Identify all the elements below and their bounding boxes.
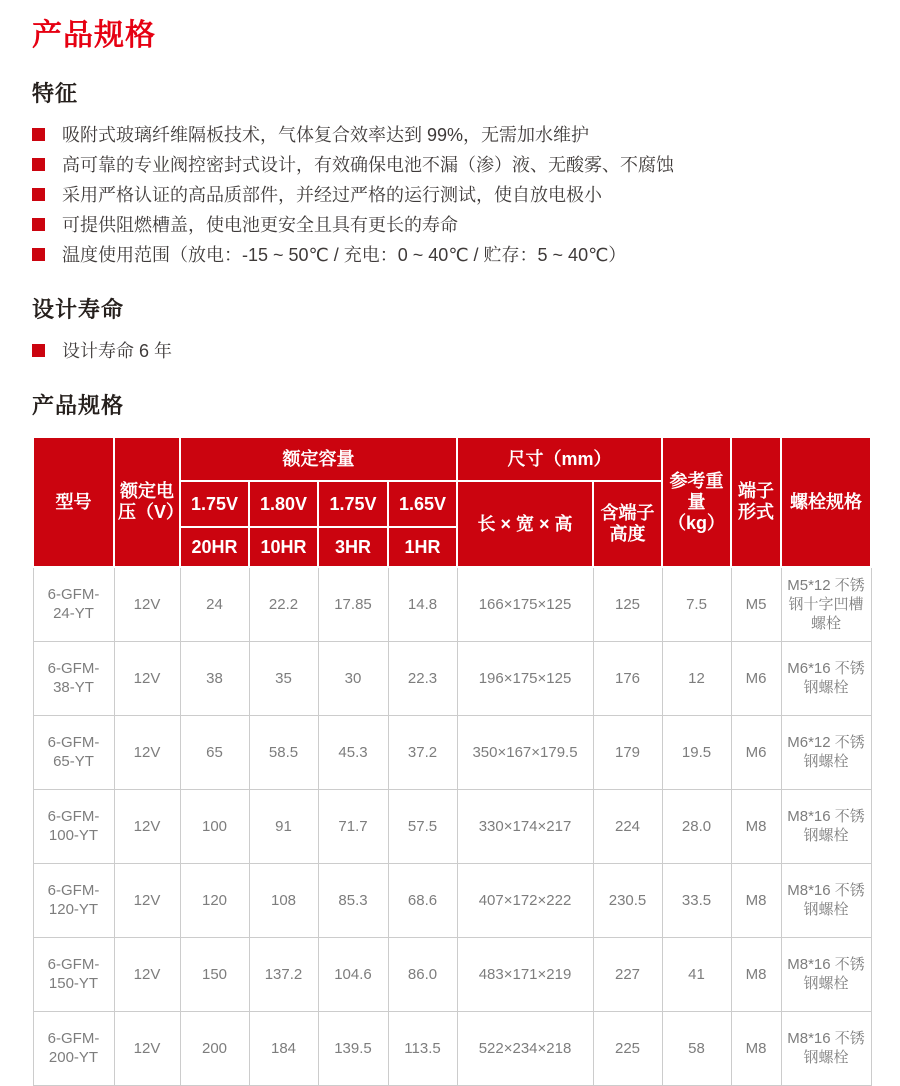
col-header-terminal: 端子形式 <box>731 437 781 567</box>
table-cell: 12V <box>114 789 180 863</box>
table-cell: 28.0 <box>662 789 731 863</box>
table-cell: 58.5 <box>249 715 318 789</box>
table-cell: M8*16 不锈钢螺栓 <box>781 863 871 937</box>
table-row <box>33 641 871 715</box>
table-cell: 120 <box>180 863 249 937</box>
table-cell: 407×172×222 <box>457 863 593 937</box>
design-life-text: 设计寿命 6 年 <box>62 341 173 361</box>
table-cell: 71.7 <box>318 789 388 863</box>
bullet-square-icon <box>32 128 45 141</box>
list-item <box>32 336 868 366</box>
table-cell: 17.85 <box>318 567 388 641</box>
section-heading-features: 特征 <box>32 81 79 106</box>
table-cell: 522×234×218 <box>457 1011 593 1085</box>
col-header-weight: 参考重量（kg） <box>662 437 731 567</box>
list-item <box>32 180 868 210</box>
table-cell: 104.6 <box>318 937 388 1011</box>
table-cell: 137.2 <box>249 937 318 1011</box>
table-cell: M6 <box>731 715 781 789</box>
table-cell: 22.3 <box>388 641 457 715</box>
bullet-square-icon <box>32 218 45 231</box>
feature-text: 高可靠的专业阀控密封式设计，有效确保电池不漏（渗）液、无酸雾、不腐蚀 <box>62 155 674 175</box>
col-header-capacity-rate: 3HR <box>318 527 388 567</box>
col-header-voltage: 额定电压（V） <box>114 437 180 567</box>
col-header-lwh: 长 × 宽 × 高 <box>457 481 593 567</box>
table-cell: 14.8 <box>388 567 457 641</box>
table-cell: 86.0 <box>388 937 457 1011</box>
table-cell: M8 <box>731 863 781 937</box>
table-cell: 330×174×217 <box>457 789 593 863</box>
table-cell: 22.2 <box>249 567 318 641</box>
table-cell: 139.5 <box>318 1011 388 1085</box>
table-cell: 6-GFM-65-YT <box>33 715 114 789</box>
table-row <box>33 789 871 863</box>
page-title: 产品规格 <box>32 19 156 52</box>
table-cell: M8*16 不锈钢螺栓 <box>781 1011 871 1085</box>
table-row <box>33 863 871 937</box>
table-cell: 57.5 <box>388 789 457 863</box>
table-cell: M8*16 不锈钢螺栓 <box>781 937 871 1011</box>
table-cell: 184 <box>249 1011 318 1085</box>
table-cell: 6-GFM-24-YT <box>33 567 114 641</box>
col-header-capacity-voltage: 1.80V <box>249 481 318 527</box>
table-cell: 224 <box>593 789 662 863</box>
table-cell: 350×167×179.5 <box>457 715 593 789</box>
table-cell: 100 <box>180 789 249 863</box>
feature-text: 温度使用范围（放电：-15 ~ 50℃ / 充电：0 ~ 40℃ / 贮存：5 ~ 40℃） <box>62 245 627 265</box>
col-header-capacity-rate: 1HR <box>388 527 457 567</box>
list-item <box>32 210 868 240</box>
col-header-capacity-voltage: 1.65V <box>388 481 457 527</box>
table-cell: 108 <box>249 863 318 937</box>
table-cell: 113.5 <box>388 1011 457 1085</box>
table-cell: 7.5 <box>662 567 731 641</box>
section-heading-design-life: 设计寿命 <box>32 297 125 322</box>
table-row <box>33 715 871 789</box>
bullet-square-icon <box>32 188 45 201</box>
table-cell: 58 <box>662 1011 731 1085</box>
bullet-square-icon <box>32 248 45 261</box>
spec-table-body <box>33 567 871 1085</box>
col-header-terminal-height: 含端子高度 <box>593 481 662 567</box>
table-cell: 35 <box>249 641 318 715</box>
table-row <box>33 1011 871 1085</box>
table-cell: M8 <box>731 1011 781 1085</box>
header-row-1 <box>33 437 871 481</box>
list-item <box>32 150 868 180</box>
table-cell: 179 <box>593 715 662 789</box>
table-cell: 6-GFM-150-YT <box>33 937 114 1011</box>
table-cell: 12 <box>662 641 731 715</box>
table-cell: 45.3 <box>318 715 388 789</box>
table-cell: 227 <box>593 937 662 1011</box>
table-cell: 38 <box>180 641 249 715</box>
table-cell: 200 <box>180 1011 249 1085</box>
table-cell: 225 <box>593 1011 662 1085</box>
table-cell: M6 <box>731 641 781 715</box>
table-cell: 24 <box>180 567 249 641</box>
col-header-capacity-rate: 20HR <box>180 527 249 567</box>
table-cell: 6-GFM-38-YT <box>33 641 114 715</box>
col-header-model: 型号 <box>33 437 114 567</box>
table-cell: 19.5 <box>662 715 731 789</box>
col-header-bolt: 螺栓规格 <box>781 437 871 567</box>
table-cell: 33.5 <box>662 863 731 937</box>
table-row <box>33 567 871 641</box>
spec-table <box>32 436 872 1086</box>
table-cell: 6-GFM-120-YT <box>33 863 114 937</box>
design-life-list <box>32 336 868 366</box>
spec-table-header <box>33 437 871 567</box>
list-item <box>32 120 868 150</box>
table-cell: M5*12 不锈钢十字凹槽螺栓 <box>781 567 871 641</box>
bullet-square-icon <box>32 158 45 171</box>
table-cell: 12V <box>114 1011 180 1085</box>
col-group-dimensions: 尺寸（mm） <box>457 437 662 481</box>
table-cell: 6-GFM-200-YT <box>33 1011 114 1085</box>
table-cell: 12V <box>114 715 180 789</box>
table-cell: M8 <box>731 937 781 1011</box>
feature-text: 采用严格认证的高品质部件，并经过严格的运行测试，使自放电极小 <box>62 185 602 205</box>
table-cell: 41 <box>662 937 731 1011</box>
section-heading-spec-table: 产品规格 <box>32 393 125 418</box>
table-cell: 166×175×125 <box>457 567 593 641</box>
col-group-capacity: 额定容量 <box>180 437 457 481</box>
table-cell: 65 <box>180 715 249 789</box>
table-cell: M5 <box>731 567 781 641</box>
table-cell: 483×171×219 <box>457 937 593 1011</box>
table-cell: 12V <box>114 863 180 937</box>
table-cell: M8*16 不锈钢螺栓 <box>781 789 871 863</box>
table-cell: 68.6 <box>388 863 457 937</box>
table-cell: 91 <box>249 789 318 863</box>
table-cell: M6*16 不锈钢螺栓 <box>781 641 871 715</box>
features-list <box>32 120 868 270</box>
table-cell: 230.5 <box>593 863 662 937</box>
col-header-capacity-voltage: 1.75V <box>180 481 249 527</box>
col-header-capacity-voltage: 1.75V <box>318 481 388 527</box>
feature-text: 吸附式玻璃纤维隔板技术，气体复合效率达到 99%，无需加水维护 <box>62 125 590 145</box>
table-cell: M8 <box>731 789 781 863</box>
table-cell: 196×175×125 <box>457 641 593 715</box>
table-cell: 85.3 <box>318 863 388 937</box>
table-cell: 12V <box>114 567 180 641</box>
bullet-square-icon <box>32 344 45 357</box>
table-cell: 6-GFM-100-YT <box>33 789 114 863</box>
list-item <box>32 240 868 270</box>
col-header-capacity-rate: 10HR <box>249 527 318 567</box>
table-cell: M6*12 不锈钢螺栓 <box>781 715 871 789</box>
table-cell: 12V <box>114 937 180 1011</box>
table-cell: 30 <box>318 641 388 715</box>
table-cell: 12V <box>114 641 180 715</box>
table-row <box>33 937 871 1011</box>
table-cell: 176 <box>593 641 662 715</box>
table-cell: 125 <box>593 567 662 641</box>
table-cell: 37.2 <box>388 715 457 789</box>
feature-text: 可提供阻燃槽盖，使电池更安全且具有更长的寿命 <box>62 215 458 235</box>
table-cell: 150 <box>180 937 249 1011</box>
